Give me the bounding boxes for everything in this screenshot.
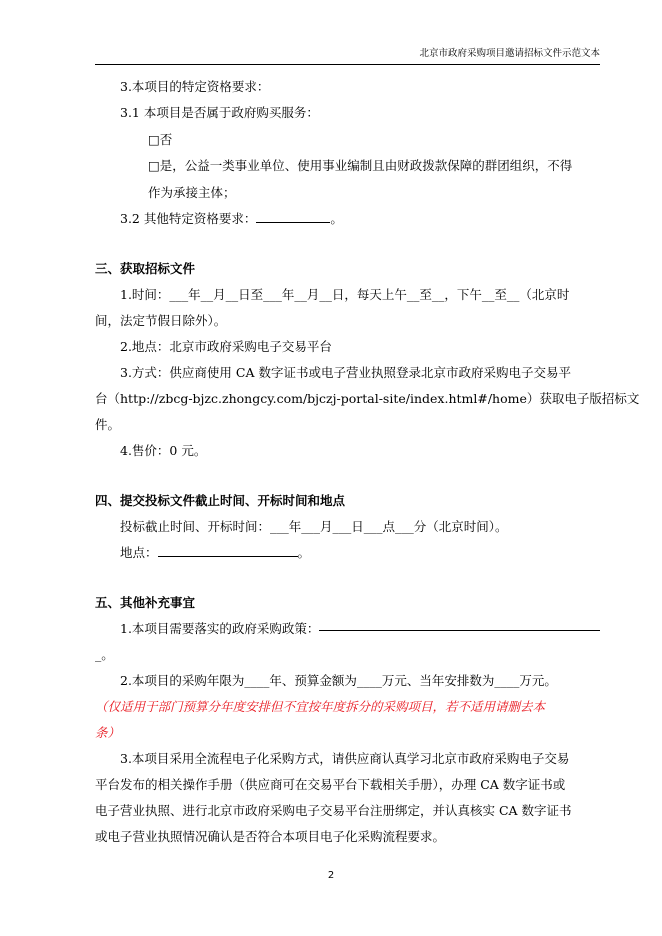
procurement-policy-cont: _。 (95, 647, 114, 662)
item-3-2-label: 3.2 其他特定资格要求： (120, 211, 257, 226)
page-header (95, 44, 600, 65)
qualification-item-3-2 (95, 206, 600, 232)
option-yes-checkbox-line2: 作为承接主体； (148, 185, 236, 200)
acquisition-time-line2: 间，法定节假日除外）。 (95, 313, 227, 328)
e-procurement-line2: 平台发布的相关操作手册（供应商可在交易平台下载相关手册），办理 CA 数字证书或 (95, 777, 566, 792)
section-4-heading: 四、提交投标文件截止时间、开标时间和地点 (95, 493, 346, 508)
bid-location (95, 540, 600, 566)
item-3-2-blank (256, 208, 330, 223)
acquisition-method-line1: 3.方式：供应商使用 CA 数字证书或电子营业执照登录北京市政府采购电子交易平 (120, 365, 571, 380)
section-3-heading: 三、获取招标文件 (95, 261, 196, 276)
section-5-heading: 五、其他补充事宜 (95, 595, 196, 610)
bid-deadline: 投标截止时间、开标时间：___年___月___日___点___分（北京时间）。 (120, 519, 508, 534)
acquisition-method-line3: 件。 (95, 417, 121, 432)
acquisition-time-line1: 1.时间：___年__月__日至___年__月__日，每天上午__至__，下午__至__（北京时 (120, 287, 570, 302)
header-title: 北京市政府采购项目邀请招标文件示范文本 (419, 48, 600, 59)
option-yes-checkbox-line1: □是，公益一类事业单位、使用事业编制且由财政拨款保障的群团组织，不得 (148, 158, 573, 173)
applicability-note-line2: 条） (95, 725, 121, 740)
bid-location-blank (158, 542, 298, 557)
page-number: 2 (327, 870, 335, 881)
procurement-policy-blank (319, 616, 600, 631)
acquisition-price: 4.售价：0 元。 (120, 443, 207, 458)
acquisition-place: 2.地点：北京市政府采购电子交易平台 (120, 339, 332, 354)
procurement-policy-label: 1.本项目需要落实的政府采购政策： (120, 621, 320, 636)
acquisition-method-line2: 台（http://zbcg-bjzc.zhongcy.com/bjczj-portal-site/index.html#/home）获取电子版招标文 (95, 391, 640, 406)
bid-location-label: 地点： (120, 545, 158, 560)
qualification-item-3-1: 3.1 本项目是否属于政府购买服务： (120, 105, 319, 120)
procurement-policy-line (95, 616, 600, 642)
e-procurement-line1: 3.本项目采用全流程电子化采购方式，请供应商认真学习北京市政府采购电子交易 (120, 751, 570, 766)
applicability-note-line1: （仅适用于部门预算分年度安排但不宜按年度拆分的采购项目，若不适用请删去本 (95, 699, 546, 714)
bid-location-end: 。 (297, 545, 311, 560)
item-3-2-end: 。 (330, 211, 343, 226)
qualification-item-3: 3.本项目的特定资格要求： (120, 79, 270, 94)
procurement-years: 2.本项目的采购年限为____年、预算金额为____万元、当年安排数为____万元。 (120, 673, 557, 688)
e-procurement-line3: 电子营业执照、进行北京市政府采购电子交易平台注册绑定，并认真核实 CA 数字证书 (95, 803, 572, 818)
e-procurement-line4: 或电子营业执照情况确认是否符合本项目电子化采购流程要求。 (95, 829, 446, 844)
option-no-checkbox: □否 (148, 132, 173, 147)
